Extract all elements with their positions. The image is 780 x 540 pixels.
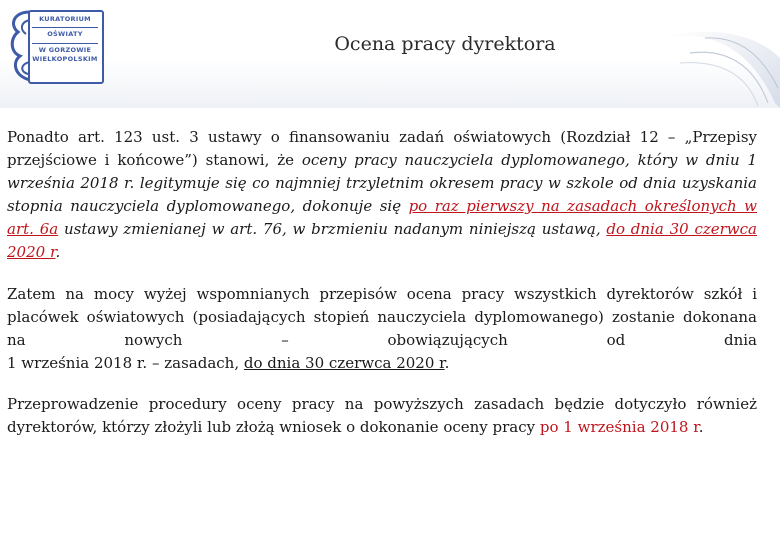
slide-header [0,0,780,108]
logo-line-4: WIELKOPOLSKIM [32,55,98,63]
logo-line-1: KURATORIUM [39,15,91,23]
paragraph-2-end: . [444,354,450,372]
paragraph-2-text-cont: 1 września 2018 r. – zasadach, [7,354,244,372]
paragraph-3 [7,393,757,439]
logo-line-2: OŚWIATY [47,30,83,38]
page-title: Ocena pracy dyrektora [334,33,556,55]
decorative-swoosh-icon [650,8,780,108]
paragraph-1-quote-cont: ustawy zmienianej w art. 76, w brzmieniu nadanym niniejszą ustawą, [58,220,607,238]
paragraph-2-text: Zatem na mocy wyżej wspomnianych przepisów ocena pracy wszystkich dyrektorów szkół i placówek oświatowych (posiadających stopień nauczyciela dyplomowanego) zostanie dokonana na nowych – obowiązujących od dnia [7,285,757,349]
paragraph-1 [7,126,757,264]
logo-line-3: W GORZOWIE [38,46,92,54]
paragraph-3-end: . [698,418,704,436]
paragraph-1-text: Ponadto art. 123 ust. 3 ustawy o finansowaniu zadań oświatowych (Rozdział 12 – „Przepisy przejściowe i końcowe”) stanowi, że [7,128,757,169]
logo-divider [32,27,98,28]
paragraph-1-deadline: do dnia 30 czerwca 2020 r [7,220,757,261]
paragraph-2 [7,283,757,375]
paragraph-3-text: Przeprowadzenie procedury oceny pracy na powyższych zasadach będzie dotyczyło również dyrektorów, którzy złożyli lub złożą wniosek o dokonanie oceny pracy [7,395,757,436]
slide-body [7,126,757,453]
paragraph-1-quote: oceny pracy nauczyciela dyplomowanego, który w dniu 1 września 2018 r. legitymuje się co najmniej trzyletnim okresem pracy w szkole od dnia uzyskania stopnia nauczyciela dyplomowanego, dokonuje się [7,151,757,215]
paragraph-1-highlight: po raz pierwszy na zasadach określonych w art. 6a [7,197,758,238]
paragraph-1-end: . [55,243,61,261]
paragraph-3-date: po 1 września 2018 r [539,418,699,436]
paragraph-2-deadline: do dnia 30 czerwca 2020 r [243,354,445,372]
